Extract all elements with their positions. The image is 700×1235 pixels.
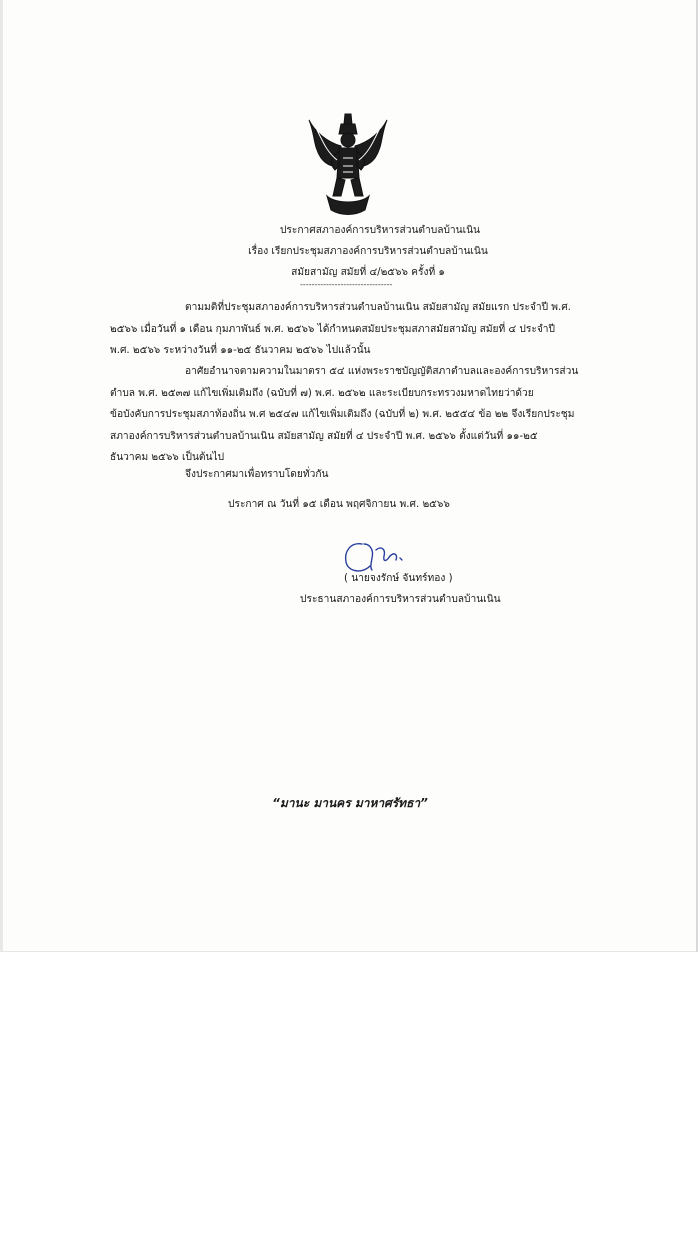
paragraph-line: ตามมติที่ประชุมสภาองค์การบริหารส่วนตำบลบ้านเนิน สมัยสามัญ สมัยแรก ประจำปี พ.ศ. [185, 302, 571, 313]
garuda-emblem-icon [305, 112, 391, 216]
announcement-title: ประกาศสภาองค์การบริหารส่วนตำบลบ้านเนิน [279, 225, 481, 236]
session-info: สมัยสามัญ สมัยที่ ๔/๒๕๖๖ ครั้งที่ ๑ [291, 267, 445, 278]
closing-statement: จึงประกาศมาเพื่อทราบโดยทั่วกัน [185, 469, 329, 480]
paragraph-line: สภาองค์การบริหารส่วนตำบลบ้านเนิน สมัยสามัญ สมัยที่ ๔ ประจำปี พ.ศ. ๒๕๖๖ ตั้งแต่วันที่ ๑๑-๒๕ [110, 430, 538, 442]
paragraph-line: ๒๕๖๖ เมื่อวันที่ ๑ เดือน กุมภาพันธ์ พ.ศ. ๒๕๖๖ ได้กำหนดสมัยประชุมสภาสมัยสามัญ สมัยที่ ๔ ประจำปี [110, 323, 555, 335]
paragraph-line: ตำบล พ.ศ. ๒๕๓๗ แก้ไขเพิ่มเติมถึง (ฉบับที่ ๗) พ.ศ. ๒๕๖๒ และระเบียบกระทรวงมหาดไทยว่าด้วย [110, 387, 534, 399]
header-divider: -------------------------------- [300, 280, 393, 289]
paragraph-authority [110, 361, 590, 469]
signer-title: ประธานสภาองค์การบริหารส่วนตำบลบ้านเนิน [300, 594, 501, 605]
announcement-date: ประกาศ ณ วันที่ ๑๕ เดือน พฤศจิกายน พ.ศ. ๒๕๖๖ [228, 499, 450, 510]
paragraph-line: พ.ศ. ๒๕๖๖ ระหว่างวันที่ ๑๑-๒๕ ธันวาคม ๒๕๖๖ ไปแล้วนั้น [110, 345, 371, 356]
paragraph-line: ข้อบังคับการประชุมสภาท้องถิ่น พ.ศ ๒๕๔๗ แก้ไขเพิ่มเติมถึง (ฉบับที่ ๒) พ.ศ. ๒๕๕๔ ข้อ ๒๒ จึงเรียกประชุม [110, 409, 575, 420]
paragraph-line: ธันวาคม ๒๕๖๖ เป็นต้นไป [110, 452, 225, 463]
paragraph-resolution [110, 297, 590, 362]
paragraph-line: อาศัยอำนาจตามความในมาตรา ๕๔ แห่งพระราชบัญญัติสภาตำบลและองค์การบริหารส่วน [185, 366, 579, 377]
signer-name: ( นายจงรักษ์ จันทร์ทอง ) [344, 573, 453, 584]
organization-motto: “มานะ มานคร มาหาศรัทธา” [272, 796, 428, 810]
announcement-subject: เรื่อง เรียกประชุมสภาองค์การบริหารส่วนตำบลบ้านเนิน [248, 246, 488, 257]
